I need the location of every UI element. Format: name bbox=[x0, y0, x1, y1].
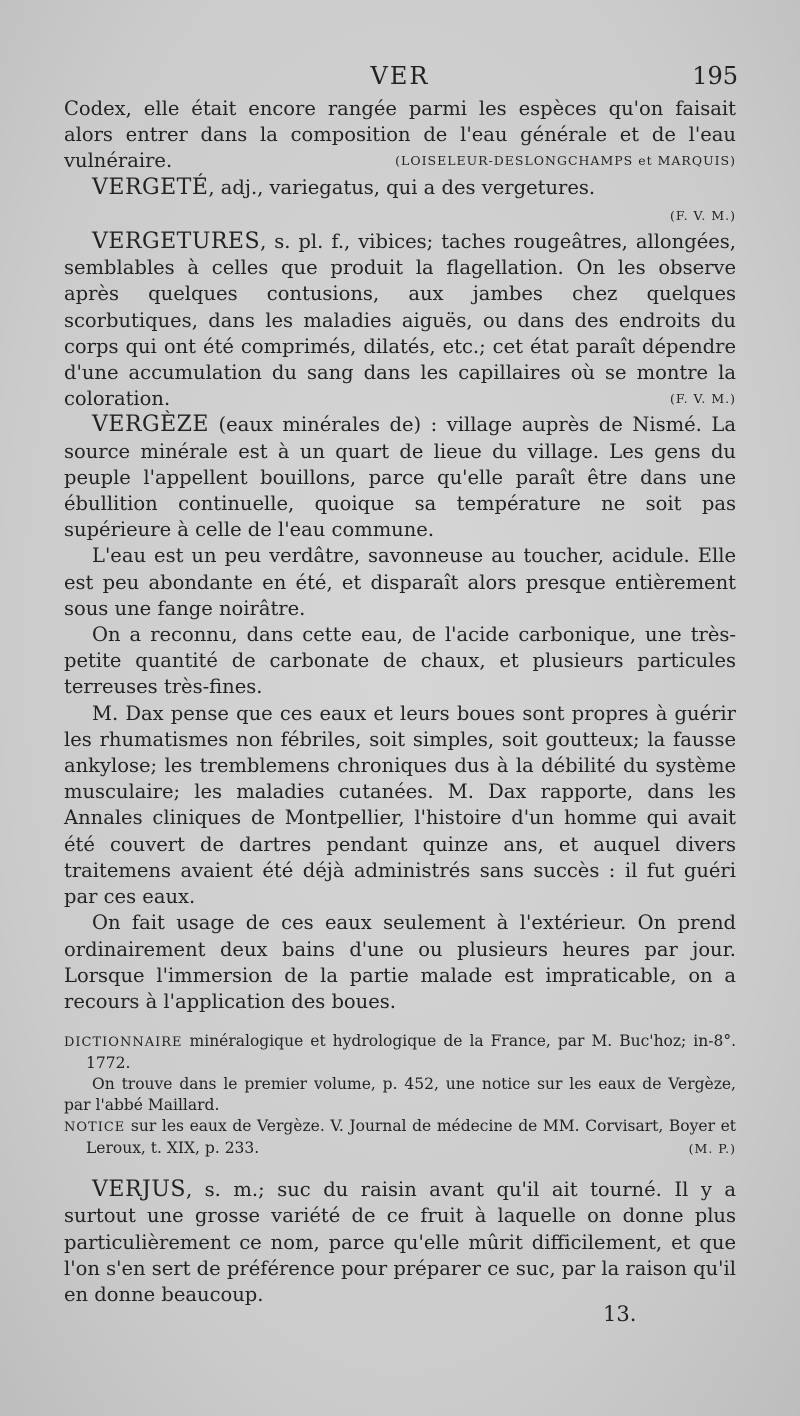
entry-headword: VERJUS bbox=[92, 1177, 186, 1203]
signature-mark: 13. bbox=[603, 1302, 637, 1326]
entry-verjus bbox=[64, 1177, 736, 1308]
reference-text: minéralogique et hydrologique de la France, par M. Buc'hoz; in-8°. 1772. bbox=[86, 1032, 736, 1073]
page-number: 195 bbox=[692, 62, 738, 90]
entry-text: (eaux minérales de) : village auprès de Nismé. La source minérale est à un quart de lieue du village. Les gens du peuple l'appellent bouillons, parce qu'elle paraît être dans une ébullition continuelle, quoique sa température ne soit pas supérieure à celle de l'eau commune. bbox=[64, 413, 736, 542]
paragraph-codex bbox=[64, 96, 736, 175]
author-attribution: (F. V. M.) bbox=[670, 391, 736, 407]
paragraph: On fait usage de ces eaux seulement à l'extérieur. On prend ordinairement deux bains d'une ou plusieurs heures par jour. Lorsque l'immersion de la partie malade est impraticable, on a recours à l'application des boues. bbox=[64, 911, 736, 1013]
bibliography-item bbox=[64, 1116, 736, 1159]
entry-headword: VERGÈZE bbox=[92, 412, 209, 438]
author-attribution: (M. P.) bbox=[688, 1141, 736, 1157]
entry-text: , s. m.; suc du raisin avant qu'il ait tourné. Il y a surtout une grosse variété de ce fruit à laquelle on donne plus particulièrement ce nom, parce qu'elle mûrit difficilement, et que l'on s'en sert de préférence pour préparer ce suc, par la raison qu'il en donne beaucoup. bbox=[64, 1178, 736, 1306]
author-attribution: (F. V. M.) bbox=[670, 207, 736, 223]
reference-lead: DICTIONNAIRE bbox=[64, 1035, 183, 1051]
entry-headword: VERGETÉ bbox=[92, 174, 209, 200]
bibliography bbox=[64, 1031, 736, 1159]
entry-text: , s. pl. f., vibices; taches rougeâtres, allongées, semblables à celles que produit la flagellation. On les observe après quelques contusions, aux jambes chez quelques scorbutiques, dans les maladies aiguës, ou dans des endroits du corps qui ont été comprimés, dilatés, etc.; cet état paraît dépendre d'une accumulation du sang dans les capillaires où se montre la coloration. bbox=[64, 230, 736, 411]
entry-attribution bbox=[64, 201, 736, 229]
entry-vergete bbox=[64, 175, 736, 201]
entry-headword: VERGETURES bbox=[92, 229, 261, 255]
author-attribution: (LOISELEUR-DESLONGCHAMPS et MARQUIS) bbox=[395, 153, 736, 169]
bibliography-item bbox=[64, 1031, 736, 1074]
paragraph: M. Dax pense que ces eaux et leurs boues sont propres à guérir les rhumatismes non fébriles, soit simples, soit goutteux; la fausse ankylose; les tremblemens chroniques dus à la débilité du système musculaire; les maladies cutanées. M. Dax rapporte, dans les Annales cliniques de Montpellier, l'histoire d'un homme qui avait été couvert de dartres pendant quinze ans, et auquel divers traitemens avaient été déjà administrés sans succès : il fut guéri par ces eaux. bbox=[64, 701, 736, 909]
page-body bbox=[64, 96, 736, 1308]
page-header bbox=[0, 62, 800, 96]
entry-vergetures bbox=[64, 229, 736, 412]
entry-text: , adj., variegatus, qui a des vergetures. bbox=[208, 175, 596, 199]
running-head: VER bbox=[370, 62, 430, 90]
paragraph: L'eau est un peu verdâtre, savonneuse au toucher, acidule. Elle est peu abondante en été, et disparaît alors presque entièrement sous une fange noirâtre. bbox=[64, 544, 736, 620]
paragraph-text: Codex, elle était encore rangée parmi les espèces qu'on faisait alors entrer dans la composition de l'eau générale et de l'eau vulnéraire. bbox=[64, 97, 736, 173]
paragraph: On a reconnu, dans cette eau, de l'acide carbonique, une très-petite quantité de carbonate de chaux, et plusieurs particules terreuses très-fines. bbox=[64, 623, 736, 699]
reference-lead: NOTICE bbox=[64, 1120, 126, 1136]
reference-text: sur les eaux de Vergèze. V. Journal de médecine de MM. Corvisart, Boyer et Leroux, t. XIX, p. 233. bbox=[86, 1117, 736, 1158]
entry-vergeze bbox=[64, 412, 736, 543]
bibliography-note: On trouve dans le premier volume, p. 452, une notice sur les eaux de Vergèze, par l'abbé Maillard. bbox=[64, 1075, 736, 1115]
